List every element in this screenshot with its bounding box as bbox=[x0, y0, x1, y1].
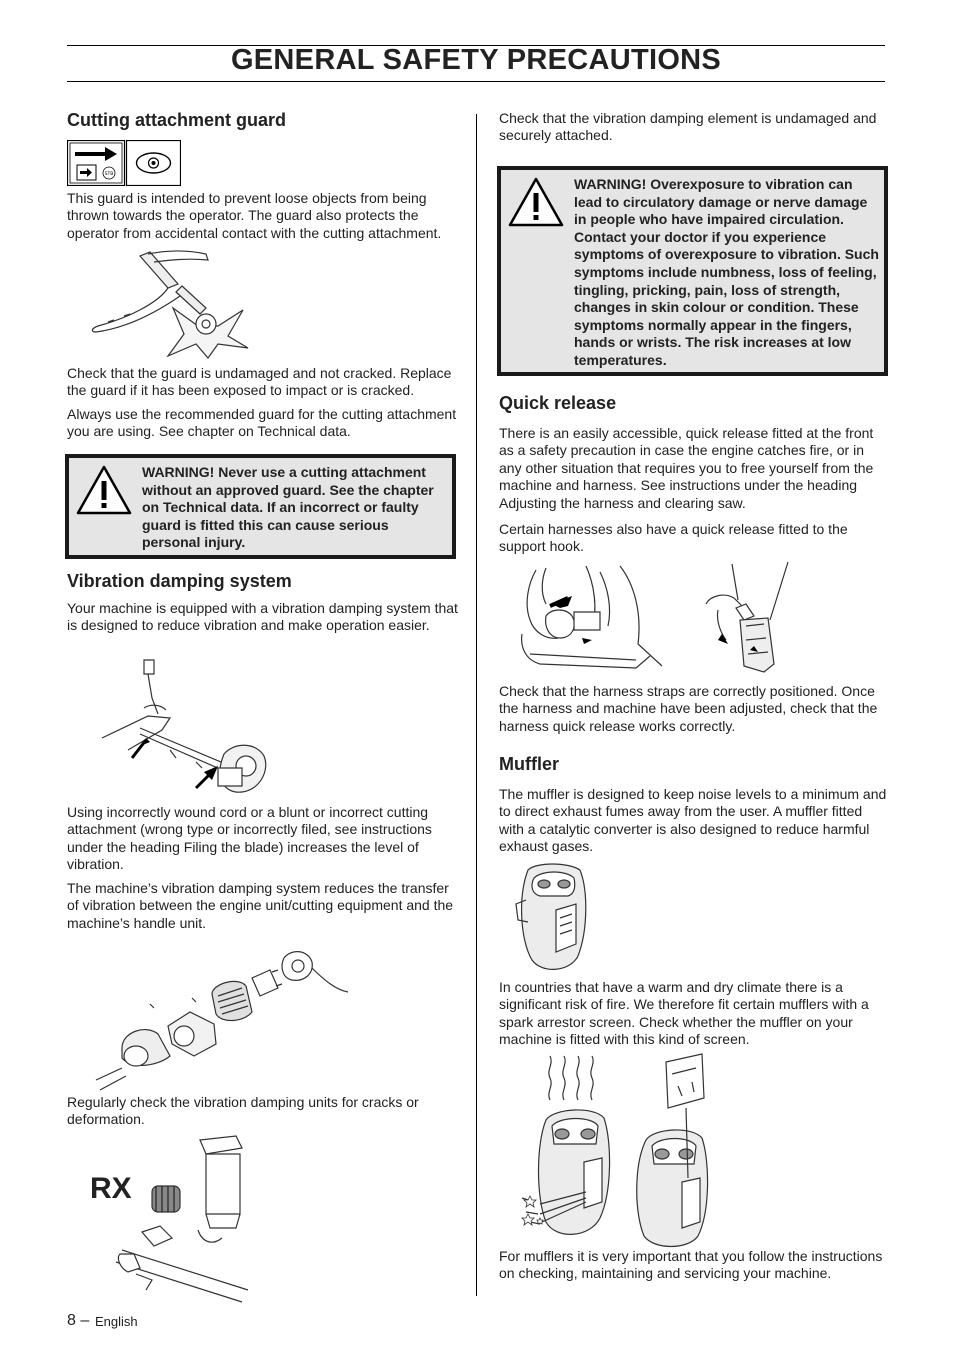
muffler-para-3: For mufflers it is very important that you follow the instructions on checking, maintaining and servicing your machine. bbox=[499, 1248, 883, 1282]
quick-release-para-3: Check that the harness straps are correctly positioned. Once the harness and machine have been adjusted, check that the harness quick release works correctly. bbox=[499, 683, 878, 734]
warning-box-vibration bbox=[497, 166, 888, 376]
vibration-para-4: Regularly check the vibration damping units for cracks or deformation. bbox=[67, 1094, 419, 1128]
quick-release-hook-illustration bbox=[702, 560, 802, 678]
guard-symbol-icons bbox=[67, 140, 181, 186]
rx-model-label: RX bbox=[90, 1172, 132, 1205]
guard-arrow-eye-icon bbox=[67, 140, 181, 186]
muffler-para-1: The muffler is designed to keep noise levels to a minimum and to direct exhaust fumes away from the user. A muffler fitted with a catalytic converter is also designed to reduce harmful exhaust gases. bbox=[499, 786, 887, 855]
rx-damper-illustration bbox=[112, 1134, 252, 1290]
cutting-guard-para-2: Check that the guard is undamaged and not cracked. Replace the guard if it has been exposed to impact or is cracked. bbox=[67, 365, 452, 399]
icon-label-stb: STB bbox=[104, 172, 114, 177]
page-number: 8 – bbox=[67, 1312, 90, 1329]
heading-vibration-damping-system: Vibration damping system bbox=[67, 571, 292, 591]
vibration-para-3: The machine’s vibration damping system reduces the transfer of vibration between the engine unit/cutting equipment and the machine’s handle unit. bbox=[67, 880, 454, 931]
warning-triangle-icon bbox=[75, 464, 133, 516]
vibration-system-illustration bbox=[100, 658, 270, 800]
cutting-guard-para-3: Always use the recommended guard for the cutting attachment you are using. See chapter on Technical data. bbox=[67, 406, 457, 440]
muffler-catalytic-illustration bbox=[512, 860, 592, 974]
warning-text-vibration: WARNING! Overexposure to vibration can lead to circulatory damage or nerve damage in people who have impaired circulation. Contact your doctor if you experience symptoms of overexposure to vibration. Such symptoms include numbness, loss of feeling, tingling, pricking, pain, loss of strength, changes in skin colour or condition. These symptoms normally appear in the fingers, hands or wrists. The risk increases at low temperatures. bbox=[574, 176, 879, 368]
vibration-para-1: Your machine is equipped with a vibration damping system that is designed to reduce vibration and make operation easier. bbox=[67, 600, 458, 634]
column-divider bbox=[476, 114, 477, 1296]
quick-release-para-1: There is an easily accessible, quick release fitted at the front as a safety precaution in case the engine catches fire, or in any other situation that requires you to free yourself from the machine and harness. See instructions under the heading Adjusting the harness and clearing saw. bbox=[499, 425, 874, 511]
vibration-damper-exploded-illustration bbox=[92, 940, 352, 1092]
vibration-element-check-text: Check that the vibration damping element is undamaged and securely attached. bbox=[499, 110, 877, 144]
muffler-spark-arrestor-illustration bbox=[516, 1052, 726, 1246]
heading-muffler: Muffler bbox=[499, 754, 559, 774]
cutting-guard-illustration bbox=[88, 248, 258, 360]
warning-triangle-icon bbox=[507, 176, 565, 228]
quick-release-para-2: Certain harnesses also have a quick release fitted to the support hook. bbox=[499, 521, 848, 555]
page-title: GENERAL SAFETY PRECAUTIONS bbox=[230, 44, 722, 76]
heading-quick-release: Quick release bbox=[499, 393, 617, 413]
heading-cutting-attachment-guard: Cutting attachment guard bbox=[67, 110, 286, 130]
warning-box-guard bbox=[65, 454, 456, 559]
warning-text-guard: WARNING! Never use a cutting attachment without an approved guard. See the chapter on Technical data. If an incorrect or faulty guard is fitted this can cause serious personal injury. bbox=[142, 464, 434, 551]
quick-release-hand-illustration bbox=[516, 564, 664, 672]
muffler-para-2: In countries that have a warm and dry climate there is a significant risk of fire. We therefore fit certain mufflers with a spark arrestor screen. Check whether the muffler on your machine is fitted with this kind of screen. bbox=[499, 979, 869, 1048]
header-bottom-rule bbox=[67, 81, 885, 82]
vibration-para-2: Using incorrectly wound cord or a blunt or incorrect cutting attachment (wrong type or incorrectly filed, see instructions under the heading Filing the blade) increases the level of vibration. bbox=[67, 804, 432, 873]
cutting-guard-para-1: This guard is intended to prevent loose objects from being thrown towards the operator. The guard also protects the operator from accidental contact with the cutting attachment. bbox=[67, 190, 442, 241]
footer-language: English bbox=[95, 1314, 138, 1329]
